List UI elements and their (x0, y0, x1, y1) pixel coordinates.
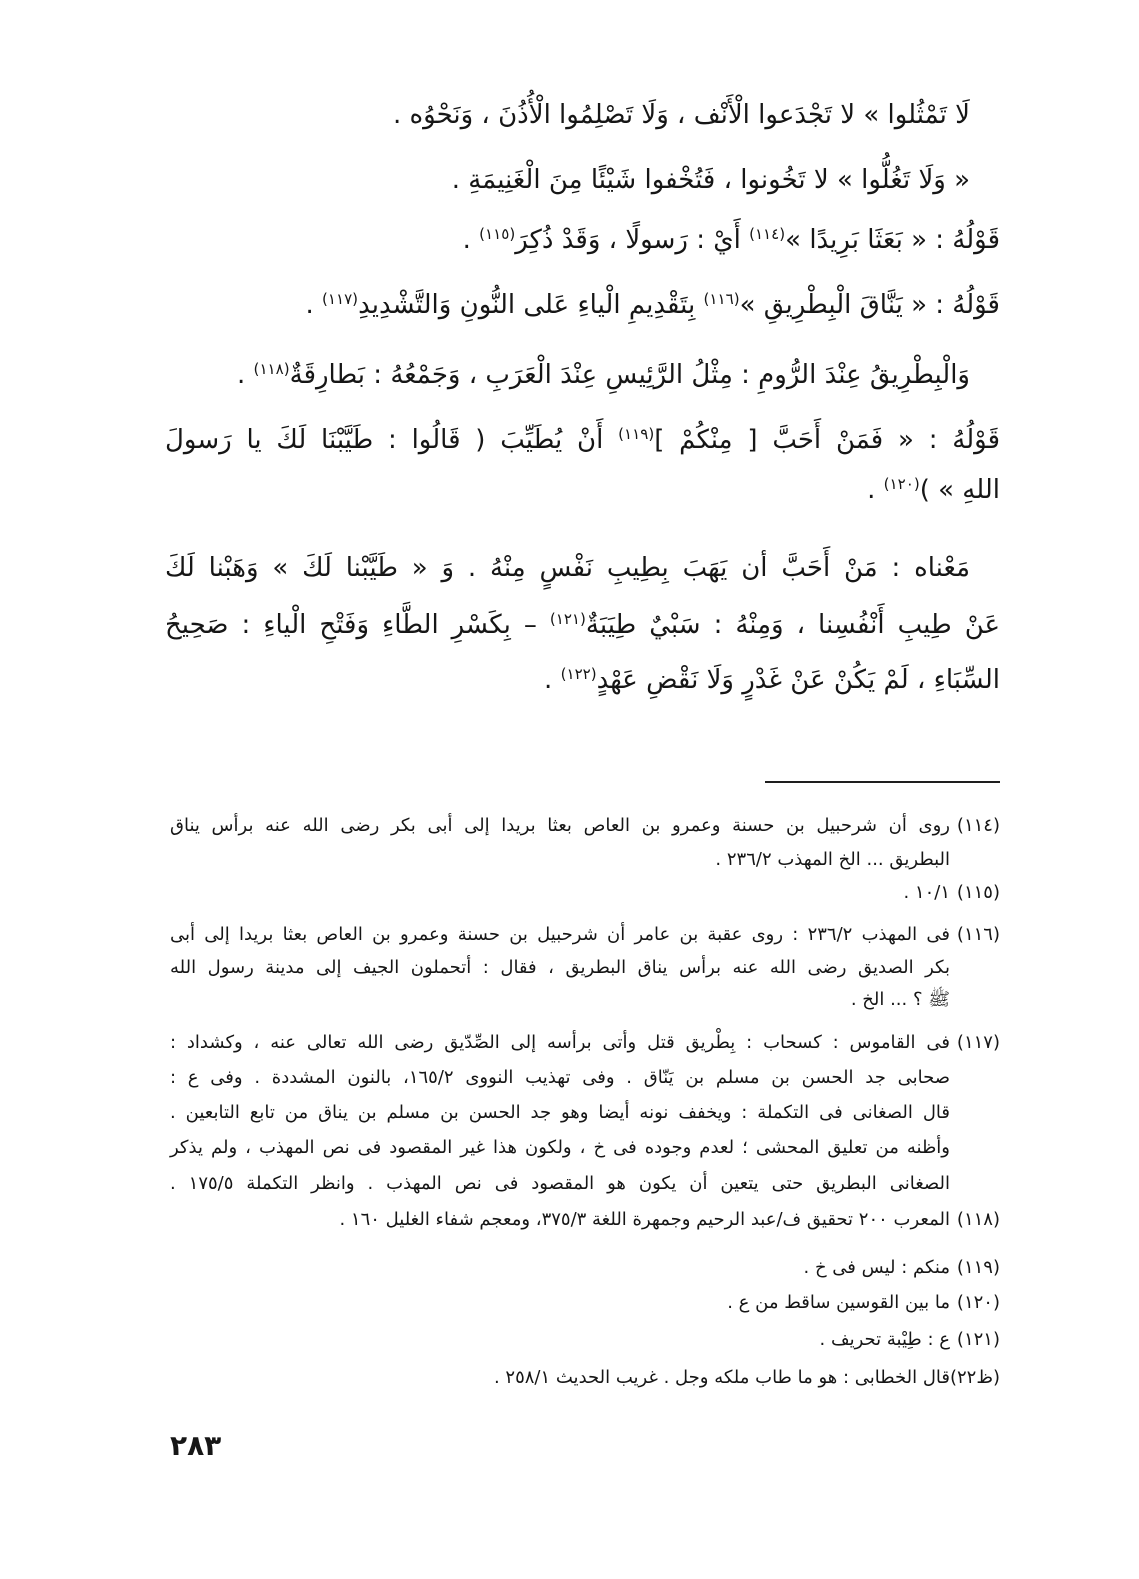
footnote-line: قال الصغانى فى التكملة : ويخفف نونه أيضا وهو جد الحسن بن مسلم بن يناق من تابع التابعين . (170, 1102, 950, 1123)
main-text-segment: . (305, 290, 322, 320)
footnote-line: المعرب ٢٠٠ تحقيق ف/عبد الرحيم وجمهرة اللغة ٣٧٥/٣، ومعجم شفاء الغليل ١٦٠ . (339, 1209, 950, 1230)
main-text-segment: السِّبَاءِ ، لَمْ يَكُنْ عَنْ غَدْرٍ وَلَا نَقْضِ عَهْدٍ (596, 665, 1000, 695)
footnote-number: (ظ٢٢) (949, 1367, 1000, 1388)
footnote-number: (١٢١) (956, 1329, 1000, 1350)
main-text-line (165, 658, 1000, 702)
footnote-reference: (١١٦) (703, 289, 740, 308)
main-text-segment: اللهِ » ) (919, 475, 1000, 505)
footnote-separator (765, 781, 1000, 783)
main-text-segment: أَنْ يُطَيِّبَ ( قَالُوا : طَيَّبْنَا لَكَ يا رَسولَ (165, 425, 619, 455)
main-text-segment: . (237, 360, 254, 390)
footnote-line: البطريق ... الخ المهذب ٢٣٦/٢ . (715, 849, 950, 870)
footnote-number: (١١٧) (956, 1032, 1000, 1053)
main-text-segment: بِتَقْدِيمِ الْياءِ عَلى النُّونِ وَالتَّشْدِيدِ (358, 290, 704, 320)
footnote-line: روى أن شرحبيل بن حسنة وعمرو بن العاص بعثا بريدا إلى أبى بكر رضى الله عنه برأس يناق (170, 815, 950, 836)
footnote-line: ﷺ ؟ ... الخ . (850, 989, 950, 1010)
main-text-line (165, 353, 1000, 397)
footnote-line: صحابى جد الحسن بن مسلم بن يَنّاق . وفى تهذيب النووى ١٦٥/٢، بالنون المشددة . وفى ع : (170, 1067, 950, 1088)
footnote-number: (١١٩) (956, 1257, 1000, 1278)
page-number: ٢٨٣ (170, 1429, 222, 1462)
main-text-segment: قَوْلُهُ : « فَمَنْ أَحَبَّ [ مِنْكُمْ ] (654, 425, 1001, 455)
main-text-line (165, 218, 1000, 262)
footnote-reference: (١٢٢) (560, 664, 597, 683)
footnote-line: الصغانى البطريق حتى يتعين أن يكون هو المقصود فى نص المهذب . وانظر التكملة ١٧٥/٥ . (170, 1173, 950, 1194)
footnote-line: بكر الصديق رضى الله عنه برأس يناق البطريق ، فقال : أتحملون الجيف إلى مدينة رسول الله (170, 957, 950, 978)
main-text-segment: . (544, 665, 561, 695)
main-text-line (165, 468, 1000, 512)
main-text-segment: مَعْناه : مَنْ أَحَبَّ أن يَهَبَ بِطِيبِ نَفْسٍ مِنْهُ . وَ « طَيَّبْنا لَكَ » وَهَبْنا لَكَ (165, 553, 970, 583)
footnote-number: (١١٤) (956, 815, 1000, 836)
main-text-segment: . (867, 475, 884, 505)
footnote-line: منكم : ليس فى خ . (803, 1257, 950, 1278)
footnote-line: فى المهذب ٢٣٦/٢ : روى عقبة بن عامر أن شرحبيل بن حسنة وعمرو بن العاص بعثا بريدا إلى أبى (170, 924, 950, 945)
footnote-reference: (١١٧) (321, 289, 359, 308)
footnote-reference: (١١٨) (253, 359, 290, 378)
footnote-number: (١١٦) (956, 924, 1000, 945)
footnote-number: (١٢٠) (956, 1292, 1000, 1313)
footnote-line: ع : طِيْبة تحريف . (819, 1329, 950, 1350)
main-text-line (165, 158, 1000, 202)
main-text-segment: عَنْ طِيبِ أَنْفُسِنا ، وَمِنْهُ : سَبْيٌ طِيَبَةٌ (585, 610, 1000, 640)
main-text-segment: قَوْلُهُ : « بَعَثَا بَرِيدًا » (785, 225, 1000, 255)
footnote-line: وأظنه من تعليق المحشى ؛ لعدم وجوده فى خ ، ولكون هذا غير المقصود فى نص المهذب ، ولم يذكر (170, 1137, 950, 1158)
footnote-reference: (١١٥) (479, 224, 516, 243)
main-text-segment: قَوْلُهُ : « يَنَّاقَ الْبِطْرِيقِ » (739, 290, 1000, 320)
footnote-reference: (١٢٠) (883, 474, 920, 493)
main-text-segment: وَالْبِطْرِيقُ عِنْدَ الرُّومِ : مِثْلُ الرَّئِيسِ عِنْدَ الْعَرَبِ ، وَجَمْعُهُ : بَطارِقَةٌ (289, 360, 970, 390)
main-text-segment: – بِكَسْرِ الطَّاءِ وَفَتْحِ الْياءِ : صَحِيحُ (165, 610, 550, 640)
footnote-reference: (١١٤) (749, 224, 786, 243)
main-text-line (165, 418, 1000, 462)
footnote-reference: (١٢١) (549, 609, 586, 628)
footnote-line: ما بين القوسين ساقط من ع . (727, 1292, 950, 1313)
main-text-line (165, 603, 1000, 647)
main-text-line (165, 93, 1000, 137)
main-text-segment: لَا تَمْثُلوا » لا تَجْدَعوا الْأَنْف ، وَلَا تَصْلِمُوا الْأُذُنَ ، وَنَحْوُه . (392, 100, 970, 130)
footnote-reference: (١١٩) (618, 424, 655, 443)
footnote-line: فى القاموس : كسحاب : بِطْريق قتل وأتى برأسه إلى الصِّدّيق رضى الله تعالى عنه ، وكشداد : (170, 1032, 950, 1053)
footnote-number: (١١٥) (956, 882, 1000, 903)
main-text-segment: « وَلَا تَغُلُّوا » لا تَخُونوا ، فَتُخْفوا شَيْئًا مِنَ الْغَنِيمَةِ . (451, 165, 970, 195)
main-text-line (165, 546, 1000, 590)
main-text-segment: . (462, 225, 480, 255)
footnote-number: (١١٨) (956, 1209, 1000, 1230)
main-text-segment: أَيْ : رَسولًا ، وَقَدْ ذُكِرَ (515, 225, 750, 255)
footnote-line: ١٠/١ . (903, 882, 950, 903)
footnote-line: قال الخطابى : هو ما طاب ملكه وجل . غريب الحديث ٢٥٨/١ . (493, 1367, 950, 1388)
main-text-line (165, 283, 1000, 327)
